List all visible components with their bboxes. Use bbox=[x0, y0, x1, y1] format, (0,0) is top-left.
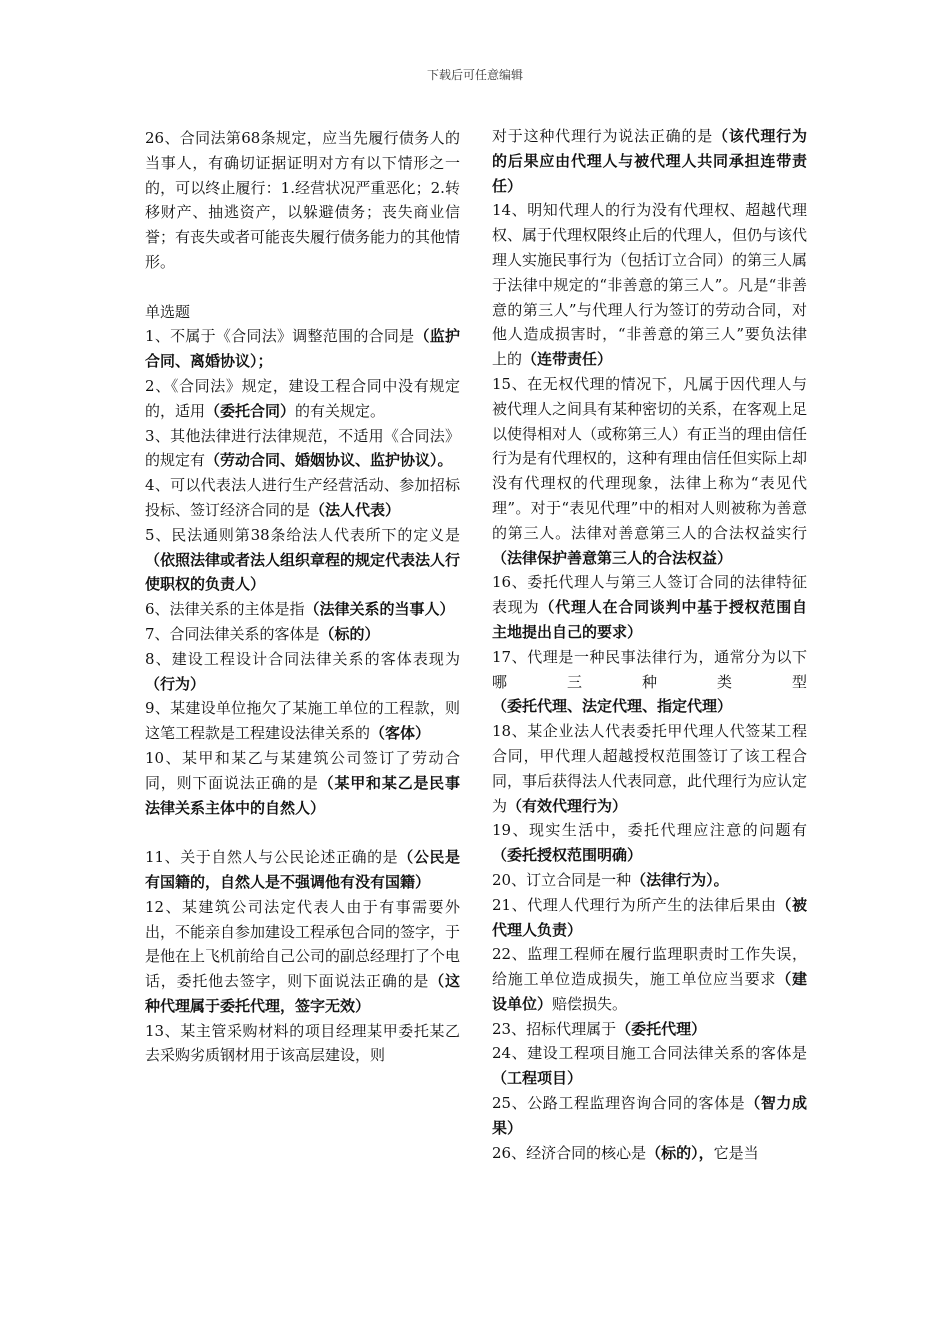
question-paragraph bbox=[492, 124, 807, 198]
answer-text: （有效代理行为） bbox=[507, 796, 628, 815]
question-text: 9、某建设单位拖欠了某施工单位的工程款，则这笔工程款是工程建设法律关系的 bbox=[145, 699, 460, 743]
answer-text: （劳动合同、婚姻协议、监护协议）。 bbox=[205, 451, 453, 470]
answer-text: （法律行为）。 bbox=[631, 870, 729, 889]
answer-text: （标的） bbox=[319, 624, 380, 643]
question-text: 5、民法通则第38条给法人代表所下的定义是 bbox=[145, 525, 460, 544]
question-paragraph bbox=[492, 1091, 807, 1141]
question-text: 23、招标代理属于 bbox=[492, 1019, 617, 1038]
question-text: 22、监理工程师在履行监理职责时工作失误，给施工单位造成损失，施工单位应当要求 bbox=[492, 945, 807, 989]
question-text: 18、某企业法人代表委托甲代理人代签某工程合同，甲代理人超越授权范围签订了该工程合同，事后获得法人代表同意，此代理行为应认定为 bbox=[492, 722, 808, 815]
question-text: 8、建设工程设计合同法律关系的客体表现为 bbox=[145, 649, 460, 668]
left-column bbox=[145, 126, 460, 1068]
question-text: 3、其他法律进行法律规范，不适用《合同法》的规定有 bbox=[145, 426, 460, 470]
answer-text: （该代理行为的后果应由代理人与被代理人共同承担连带责任） bbox=[492, 127, 807, 195]
question-text: 12、某建筑公司法定代表人由于有事需要外出，不能亲自参加建设工程承包合同的签字，于是他在上飞机前给自己公司的副总经理打了个电话，委托他去签字，则下面说法正确的是 bbox=[145, 897, 461, 991]
question-text: 25、公路工程监理咨询合同的客体是 bbox=[492, 1094, 746, 1113]
question-text: 17、代理是一种民事法律行为，通常分为以下哪三种类型 bbox=[492, 647, 807, 691]
question-paragraph bbox=[145, 597, 460, 622]
question-paragraph bbox=[145, 523, 460, 597]
question-text: 14、明知代理人的行为没有代理权、超越代理权、属于代理权限终止后的代理人，但仍与该代理人实施民事行为（包括订立合同）的第三人属于法律中规定的“非善意的第三人”。凡是“非善意的第三人”与代理人行为签订的劳动合同，对他人造成损害时，“非善意的第三人”要负法律上的 bbox=[492, 201, 808, 369]
question-paragraph bbox=[145, 473, 460, 523]
answer-text: （监护合同、离婚协议）； bbox=[145, 327, 460, 371]
question-text: 16、委托代理人与第三人签订合同的法律特征表现为 bbox=[492, 573, 807, 617]
question-text: 4、可以代表法人进行生产经营活动、参加招标投标、签订经济合同的是 bbox=[145, 476, 460, 519]
paragraph-gap bbox=[145, 275, 460, 300]
question-text: 13、某主管采购材料的项目经理某甲委托某乙去采购劣质钢材用于该高层建设，则 bbox=[145, 1021, 460, 1065]
question-text: 单选题 bbox=[145, 302, 191, 321]
answer-text: （法人代表） bbox=[310, 500, 401, 519]
question-paragraph bbox=[492, 818, 807, 868]
question-text: 19、现实生活中，委托代理应注意的问题有 bbox=[492, 821, 807, 840]
answer-text: （连带责任） bbox=[522, 350, 613, 369]
answer-text: （行为） bbox=[145, 674, 206, 693]
question-text: 1、不属于《合同法》调整范围的合同是 bbox=[145, 327, 415, 346]
answer-text: （某甲和某乙是民事法律关系主体中的自然人） bbox=[145, 773, 460, 817]
question-paragraph bbox=[492, 1141, 807, 1166]
question-paragraph bbox=[145, 300, 460, 325]
question-paragraph bbox=[145, 324, 460, 374]
question-text: 10、某甲和某乙与某建筑公司签订了劳动合同，则下面说法正确的是 bbox=[145, 748, 460, 792]
answer-text: （标的）， bbox=[646, 1143, 714, 1162]
question-paragraph bbox=[492, 570, 807, 644]
question-paragraph bbox=[145, 126, 460, 275]
question-text: 的有关规定。 bbox=[295, 401, 386, 420]
question-paragraph bbox=[145, 696, 460, 746]
answer-text: （法律关系的当事人） bbox=[304, 600, 455, 619]
question-text: 26、合同法第68条规定，应当先履行债务人的当事人，有确切证据证明对方有以下情形之一的，可以终止履行：1.经营状况严重恶化；2.转移财产、抽逃资产，以躲避债务；丧失商业信誉；有丧失或者可能丧失履行债务能力的其他情形。 bbox=[145, 129, 461, 271]
question-paragraph bbox=[492, 719, 807, 818]
answer-text: （法律保护善意第三人的合法权益） bbox=[492, 548, 733, 567]
question-text: 它是当 bbox=[713, 1143, 759, 1162]
page-header: 下载后可任意编辑 bbox=[426, 68, 523, 82]
question-paragraph bbox=[492, 1041, 807, 1091]
question-paragraph bbox=[492, 893, 807, 943]
question-paragraph bbox=[492, 1017, 807, 1042]
right-column bbox=[492, 124, 807, 1165]
question-paragraph bbox=[492, 868, 807, 893]
question-text: 24、建设工程项目施工合同法律关系的客体是 bbox=[492, 1044, 807, 1063]
question-text: 26、经济合同的核心是 bbox=[492, 1143, 647, 1162]
question-paragraph bbox=[492, 372, 807, 570]
answer-text: （代理人在合同谈判中基于授权范围自主地提出自己的要求） bbox=[492, 598, 807, 641]
question-text: 6、法律关系的主体是指 bbox=[145, 600, 305, 619]
paragraph-gap bbox=[145, 820, 460, 845]
question-text: 20、订立合同是一种 bbox=[492, 870, 632, 889]
question-text: 对于这种代理行为说法正确的是 bbox=[492, 127, 714, 145]
question-paragraph bbox=[145, 845, 460, 895]
question-paragraph bbox=[492, 942, 807, 1016]
answer-text: （智力成果） bbox=[492, 1094, 807, 1137]
question-paragraph bbox=[145, 622, 460, 647]
answer-text: （被代理人负责） bbox=[492, 895, 807, 939]
answer-text: （委托合同） bbox=[205, 401, 296, 420]
question-text: 赔偿损失。 bbox=[552, 994, 628, 1013]
question-paragraph bbox=[145, 1019, 460, 1069]
answer-text: （客体） bbox=[370, 724, 431, 743]
question-text: 15、在无权代理的情况下，凡属于因代理人与被代理人之间具有某种密切的关系，在客观上足以使得相对人（或称第三人）有正当的理由信任行为是有代理权的，这种有理由信任但实际上却没有代理权的代理现象，法律上称为“表见代理”。对于“表见代理”中的相对人则被称为善意的第三人。法律对善意第三人的合法权益实行 bbox=[492, 374, 808, 542]
question-paragraph bbox=[145, 647, 460, 697]
question-paragraph bbox=[492, 198, 807, 372]
question-text: 7、合同法律关系的客体是 bbox=[145, 624, 320, 643]
question-paragraph bbox=[145, 374, 460, 424]
answer-text: （委托代理） bbox=[616, 1019, 707, 1038]
answer-text: （委托代理、法定代理、指定代理） bbox=[492, 697, 733, 716]
answer-text: （依照法律或者法人组织章程的规定代表法人行使职权的负责人） bbox=[145, 550, 461, 594]
answer-text: （公民是有国籍的，自然人是不强调他有没有国籍） bbox=[145, 848, 460, 891]
question-text: 21、代理人代理行为所产生的法律后果由 bbox=[492, 895, 777, 914]
question-paragraph bbox=[145, 746, 460, 820]
answer-text: （建设单位） bbox=[492, 970, 807, 1013]
question-paragraph bbox=[492, 645, 807, 719]
answer-text: （这种代理属于委托代理，签字无效） bbox=[145, 972, 460, 1015]
question-paragraph bbox=[145, 895, 460, 1019]
question-paragraph bbox=[145, 424, 460, 474]
answer-text: （委托授权范围明确） bbox=[492, 846, 643, 865]
answer-text: （工程项目） bbox=[492, 1069, 583, 1088]
question-text: 11、关于自然人与公民论述正确的是 bbox=[145, 848, 399, 867]
question-text: 2、《合同法》规定，建设工程合同中没有规定的，适用 bbox=[145, 376, 460, 420]
